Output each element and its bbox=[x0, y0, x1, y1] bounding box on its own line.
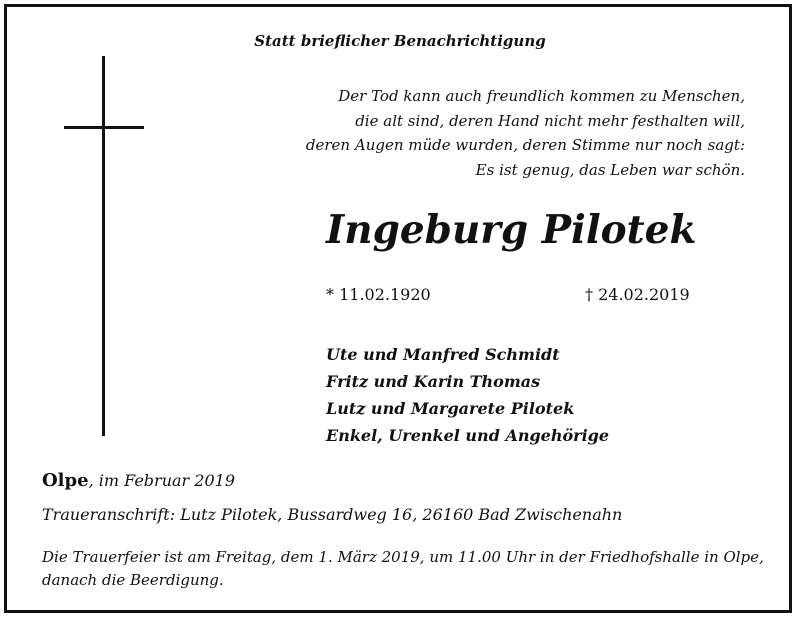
cross-horizontal-bar bbox=[64, 126, 144, 129]
mourning-address: Traueranschrift: Lutz Pilotek, Bussardweg 16, 26160 Bad Zwischenahn bbox=[42, 505, 623, 524]
poem-line: deren Augen müde wurden, deren Stimme nur noch sagt: bbox=[305, 136, 745, 154]
poem-line: die alt sind, deren Hand nicht mehr festhalten will, bbox=[355, 111, 745, 130]
mourner-line: Lutz und Margarete Pilotek bbox=[326, 399, 575, 418]
mourner-line: Enkel, Urenkel und Angehörige bbox=[326, 426, 610, 445]
place-date-line bbox=[42, 470, 235, 491]
place-date-suffix: , im Februar 2019 bbox=[88, 471, 235, 490]
ceremony-info bbox=[42, 546, 762, 592]
place-name: Olpe bbox=[42, 470, 89, 491]
poem-line: Es ist genug, das Leben war schön. bbox=[475, 160, 745, 179]
birth-date: * 11.02.1920 bbox=[326, 285, 431, 304]
death-date: † 24.02.2019 bbox=[585, 285, 690, 304]
poem-line: Der Tod kann auch freundlich kommen zu Menschen, bbox=[338, 87, 745, 105]
ceremony-line: danach die Beerdigung. bbox=[42, 571, 224, 589]
ceremony-line: Die Trauerfeier ist am Freitag, dem 1. März 2019, um 11.00 Uhr in der Friedhofshalle in Olpe, bbox=[42, 548, 764, 566]
mourners-list bbox=[326, 341, 609, 449]
mourner-line: Ute und Manfred Schmidt bbox=[326, 345, 560, 364]
mourner-line: Fritz und Karin Thomas bbox=[326, 372, 541, 391]
cross-vertical-bar bbox=[102, 56, 105, 436]
notice-header: Statt brieflicher Benachrichtigung bbox=[254, 32, 546, 50]
poem bbox=[305, 84, 745, 182]
deceased-name: Ingeburg Pilotek bbox=[326, 207, 697, 253]
